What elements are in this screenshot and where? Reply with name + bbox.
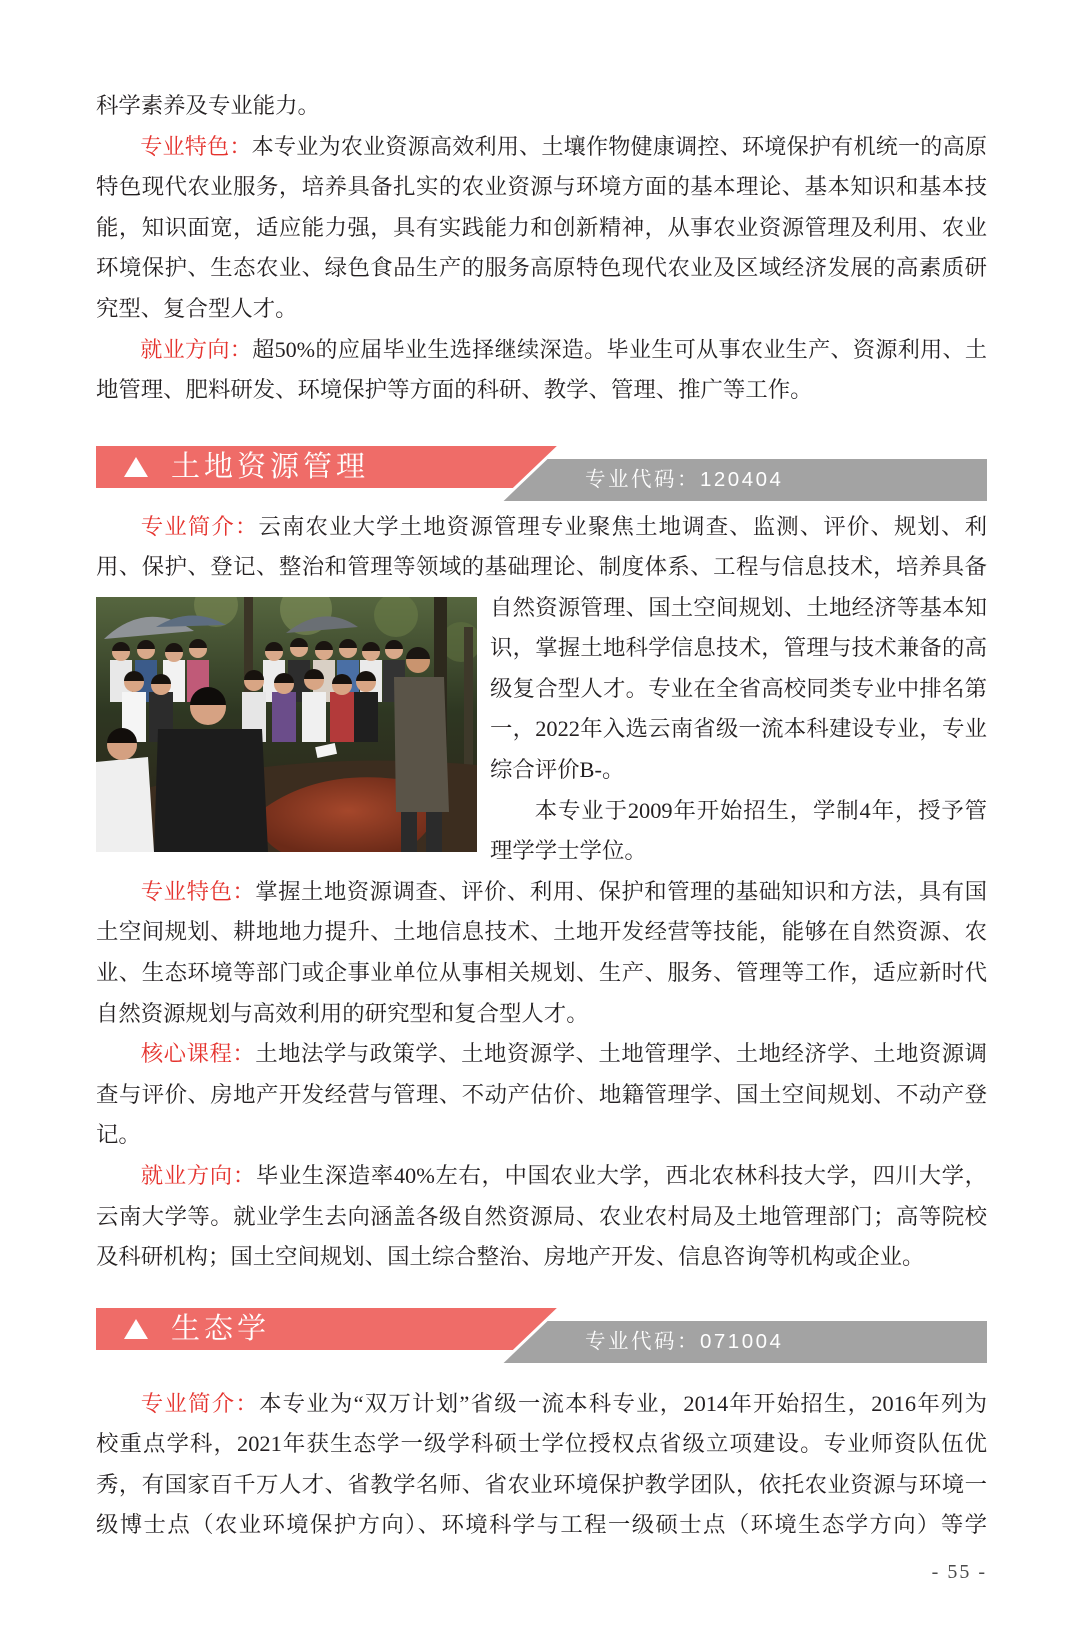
- triangle-up-icon: [124, 457, 148, 477]
- employment-paragraph-line: [96, 330, 987, 371]
- major-banner-land-resource-management: [96, 446, 987, 502]
- intro-paragraph-line: 一，2022年入选云南省级一流本科建设专业，专业: [490, 716, 987, 742]
- features-paragraph-line: 土空间规划、耕地地力提升、土地信息技术、土地开发经营等技能，能够在自然资源、农: [96, 919, 987, 945]
- intro-paragraph-line: 级复合型人才。专业在全省高校同类专业中排名第: [490, 675, 987, 701]
- intro-paragraph-line: 自然资源管理、国土空间规划、土地经济等基本知: [490, 594, 987, 620]
- employment-paragraph-line: [96, 1156, 987, 1197]
- employment-paragraph-line: 及科研机构；国土空间规划、国土综合整治、房地产开发、信息咨询等机构或企业。: [96, 1244, 925, 1270]
- body-line: 科学素养及专业能力。: [96, 93, 320, 118]
- major-code: 专业代码：071004: [585, 1330, 784, 1353]
- previous-major-continued: [96, 86, 987, 411]
- intro-text: 本专业为“双万计划”省级一流本科专业，2014年开始招生，2016年列为: [259, 1390, 987, 1416]
- features-paragraph-line: [96, 127, 987, 168]
- intro-paragraph-line: 用、保护、登记、整治和管理等领域的基础理论、制度体系、工程与信息技术，培养具备: [96, 554, 987, 580]
- features-paragraph-line: 业、生态环境等部门或企事业单位从事相关规划、生产、服务、管理等工作，适应新时代: [96, 960, 987, 986]
- intro-text: 云南农业大学土地资源管理专业聚焦土地调查、监测、评价、规划、利: [258, 513, 987, 539]
- enrollment-paragraph-line: 本专业于2009年开始招生，学制4年，授予管: [534, 797, 987, 823]
- features-paragraph-line: 自然资源规划与高效利用的研究型和复合型人才。: [96, 1000, 589, 1026]
- major-code: 专业代码：120404: [585, 468, 784, 491]
- features-paragraph-line: 环境保护、生态农业、绿色食品生产的服务高原特色现代农业及区域经济发展的高素质研: [96, 255, 987, 281]
- intro-paragraph-line: 综合评价B-。: [490, 757, 625, 783]
- major-title: 土地资源管理: [171, 451, 370, 483]
- enrollment-paragraph-line: 理学学士学位。: [490, 838, 647, 864]
- core-courses-paragraph-line: [96, 1034, 987, 1075]
- features-paragraph-line: [96, 872, 987, 913]
- features-label: 专业特色：: [140, 878, 256, 904]
- intro-paragraph-line: [96, 507, 987, 548]
- features-paragraph-line: 究型、复合型人才。: [96, 295, 298, 321]
- core-courses-paragraph-line: 记。: [96, 1122, 141, 1148]
- major-body-land-resource-management: [96, 507, 987, 1278]
- intro-paragraph-line: [96, 1384, 987, 1425]
- features-text: 本专业为农业资源高效利用、土壤作物健康调控、环境保护有机统一的高原: [251, 133, 987, 159]
- intro-label: 专业简介：: [140, 513, 259, 539]
- intro-label: 专业简介：: [140, 1390, 260, 1416]
- features-label: 专业特色：: [140, 133, 252, 159]
- core-courses-text: 土地法学与政策学、土地资源学、土地管理学、土地经济学、土地资源调: [255, 1041, 987, 1067]
- features-paragraph-line: 能，知识面宽，适应能力强，具有实践能力和创新精神，从事农业资源管理及利用、农业: [96, 214, 987, 240]
- major-body-ecology: [96, 1384, 987, 1546]
- employment-paragraph-line: 云南大学等。就业学生去向涵盖各级自然资源局、农业农村局及土地管理部门；高等院校: [96, 1203, 987, 1229]
- intro-paragraph-line: 识，掌握土地科学信息技术，管理与技术兼备的高: [490, 635, 987, 661]
- page-number: - 55 -: [931, 1561, 987, 1583]
- employment-text: 超50%的应届毕业生选择继续深造。毕业生可从事农业生产、资源利用、土: [252, 336, 987, 362]
- major-banner-ecology: [96, 1308, 987, 1364]
- features-text: 掌握土地资源调查、评价、利用、保护和管理的基础知识和方法，具有国: [255, 878, 987, 904]
- core-courses-label: 核心课程：: [140, 1041, 256, 1067]
- intro-paragraph-line: 秀，有国家百千万人才、省教学名师、省农业环境保护教学团队，依托农业资源与环境一: [96, 1471, 987, 1497]
- employment-label: 就业方向：: [140, 1163, 256, 1188]
- triangle-up-icon: [124, 1319, 148, 1339]
- employment-text: 毕业生深造率40%左右，中国农业大学，西北农林科技大学，四川大学，: [255, 1163, 987, 1188]
- intro-paragraph-line: 级博士点（农业环境保护方向）、环境科学与工程一级硕士点（环境生态学方向）等学: [96, 1512, 987, 1538]
- core-courses-paragraph-line: 查与评价、房地产开发经营与管理、不动产估价、地籍管理学、国土空间规划、不动产登: [96, 1081, 987, 1107]
- employment-paragraph-line: 地管理、肥料研发、环境保护等方面的科研、教学、管理、推广等工作。: [96, 377, 813, 403]
- major-title: 生态学: [171, 1313, 271, 1345]
- intro-paragraph-line: 校重点学科，2021年获生态学一级学科硕士学位授权点省级立项建设。专业师资队伍优: [96, 1431, 987, 1457]
- features-paragraph-line: 特色现代农业服务，培养具备扎实的农业资源与环境方面的基本理论、基本知识和基本技: [96, 174, 987, 200]
- employment-label: 就业方向：: [140, 336, 253, 362]
